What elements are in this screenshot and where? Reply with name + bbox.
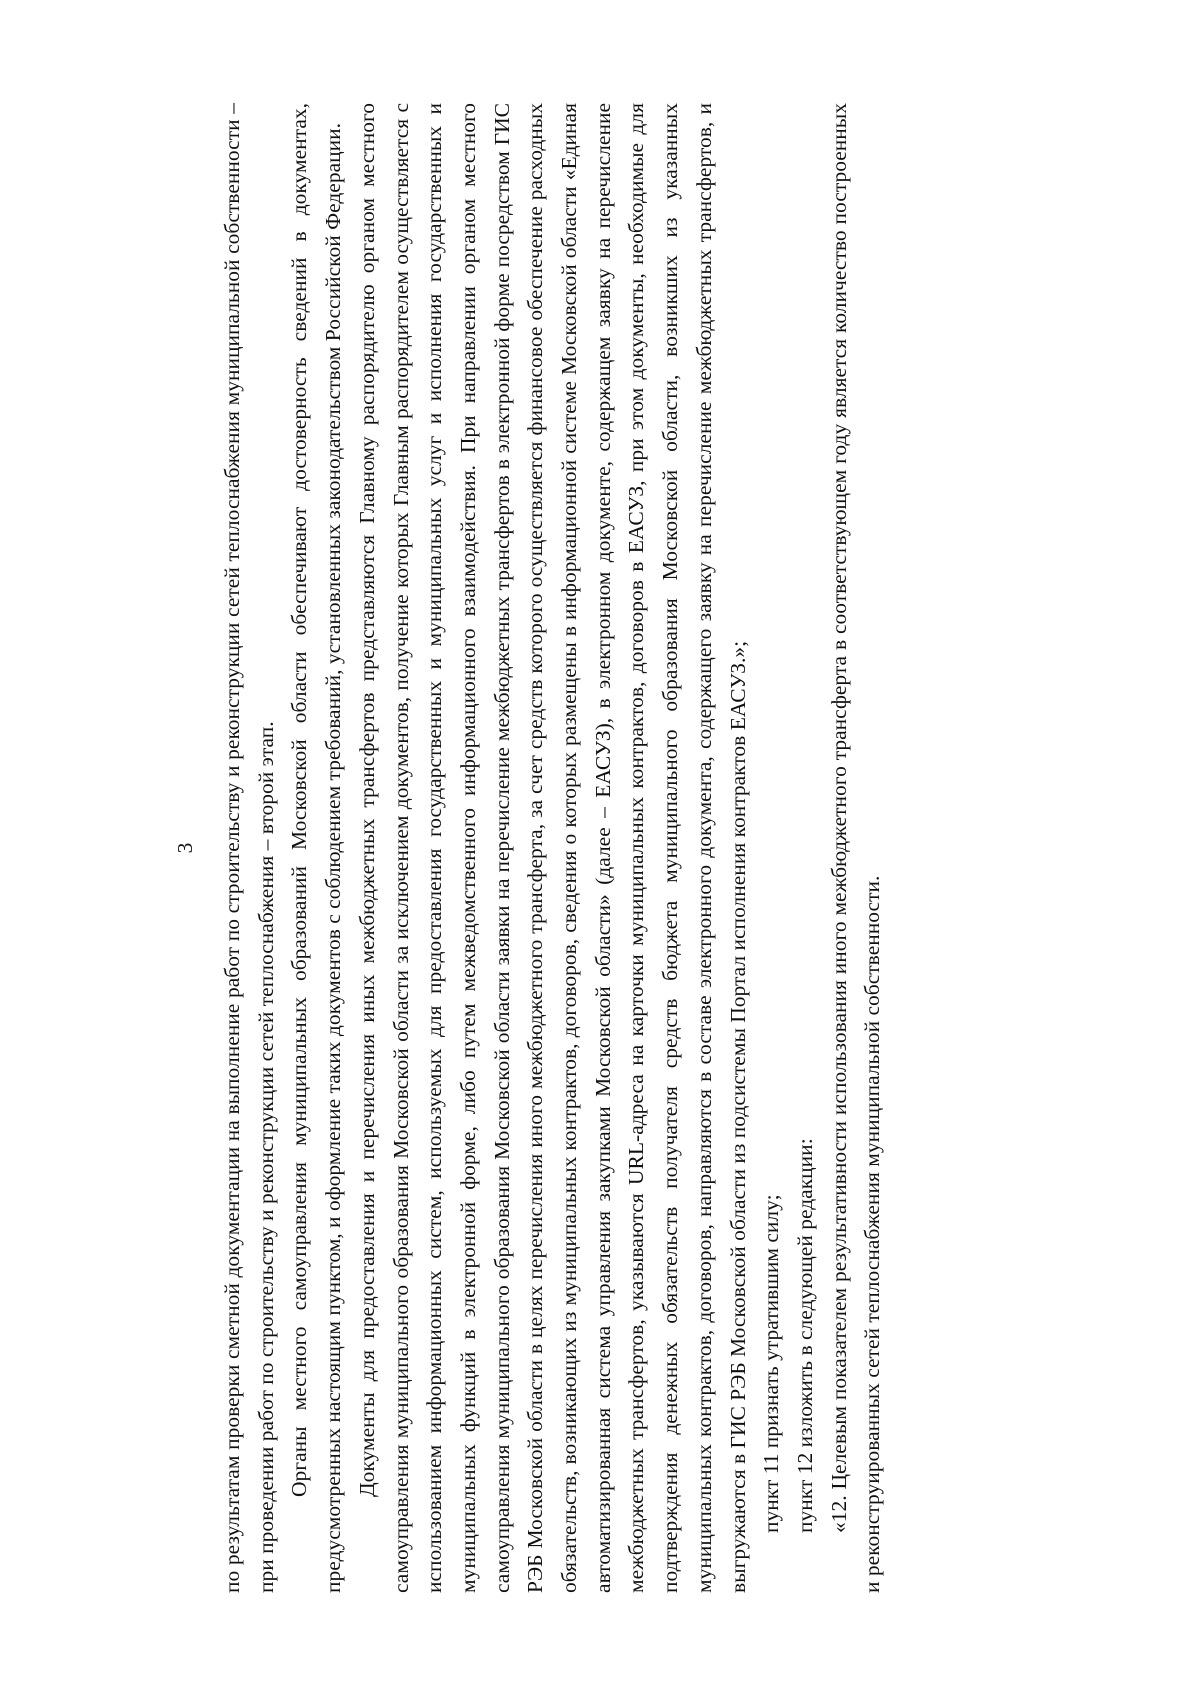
paragraph-item-11: пункт 11 признать утратившим силу; (759, 1194, 784, 1533)
paragraph-authorities: Органы местного самоуправления муниципальных образований Московской области обеспечивают достоверность сведений в документах, предусмотренных настоящим пунктом, и оформление таких документов с соблюдением требований, установленных законодательством Российской Федерации. (287, 103, 346, 1593)
paragraph-item-12: пункт 12 изложить в следующей редакции: (792, 1138, 817, 1533)
rotated-text-block (170, 103, 1030, 1593)
paragraph-item-12-text: «12. Целевым показателем результативности использования иного межбюджетного трансферта в соответствующем году является количество построенных и реконструированных сетей теплоснабжения муниципальной собственности. (826, 103, 885, 1593)
page-number: 3 (173, 842, 197, 854)
paragraph-continuation: по результатам проверки сметной документации на выполнение работ по строительству и реконструкции сетей теплоснабжения муниципальной собственности – при проведении работ по строительству и реконструкции сетей теплоснабжения – второй этап. (220, 103, 278, 1593)
paragraph-documents: Документы для предоставления и перечисления иных межбюджетных трансфертов представляются Главному распорядителю органом местного самоуправления муниципального образования Московской области за исключением документов, получение которых Главным распорядителем осуществляется с использованием информационных систем, используемых для предоставления государственных и муниципальных услуг и исполнения государственных и муниципальных функций в электронной форме, либо путем межведомственного информационного взаимодействия. При направлении органом местного самоуправления муниципального образования Московской области заявки на перечисление межбюджетных трансфертов в электронной форме посредством ГИС РЭБ Московской области в целях перечисления иного межбюджетного трансферта, за счет средств которого осуществляется финансовое обеспечение расходных обязательств, возникающих из муниципальных контрактов, договоров, сведения о которых размещены в информационной системе Московской области «Единая автоматизированная система управления закупками Московской области» (далее – ЕАСУЗ), в электронном документе, содержащем заявку на перечисление межбюджетных трансфертов, указываются URL-адреса на карточки муниципальных контрактов, договоров в ЕАСУЗ, при этом документы, необходимые для подтверждения денежных обязательств получателя средств бюджета муниципального образования Московской области, возникших из указанных муниципальных контрактов, договоров, направляются в составе электронного документа, содержащего заявку на перечисление межбюджетных трансфертов, и выгружаются в ГИС РЭБ Московской области из подсистемы Портал исполнения контрактов ЕАСУЗ.»; (354, 103, 750, 1593)
